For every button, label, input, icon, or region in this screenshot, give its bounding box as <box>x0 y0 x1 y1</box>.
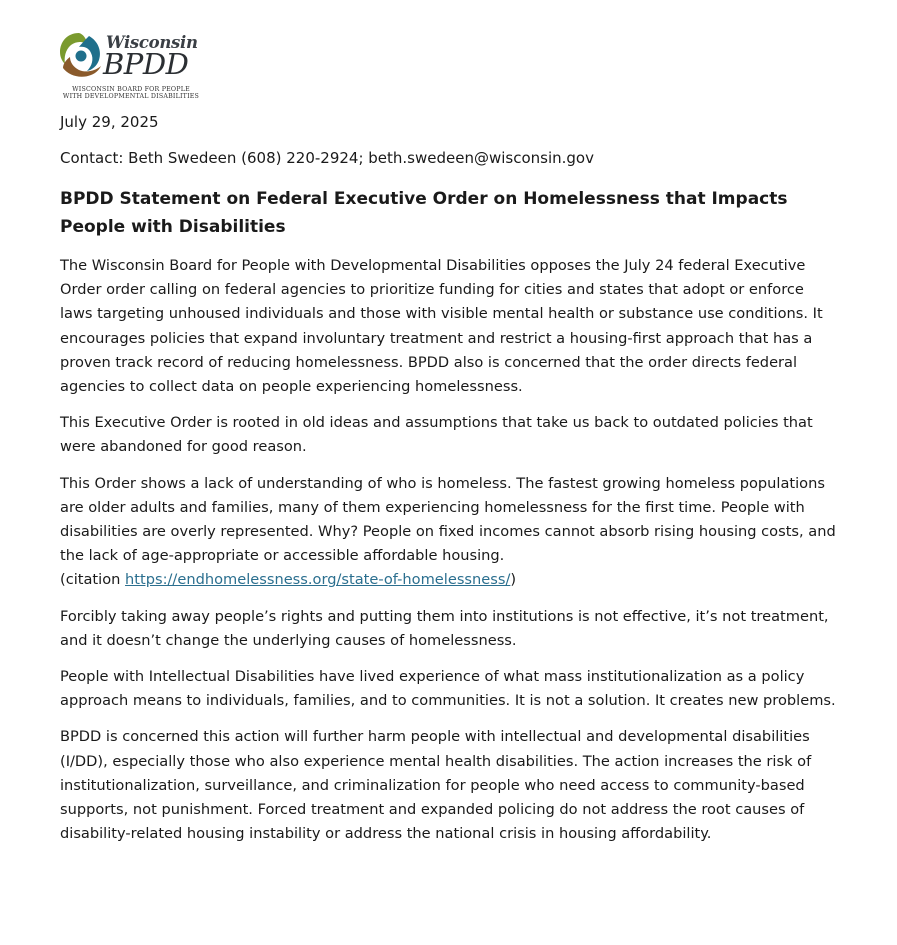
contact-line: Contact: Beth Swedeen (608) 220-2924; beth.swedeen@wisconsin.gov <box>60 149 594 167</box>
page-title: BPDD Statement on Federal Executive Order on Homelessness that Impacts People with Disabilities <box>60 189 788 237</box>
paragraph-2: This Executive Order is rooted in old ideas and assumptions that take us back to outdated policies that were abandoned for good reason. <box>60 414 813 456</box>
logo-subtitle-line1: WISCONSIN BOARD FOR PEOPLE <box>72 86 190 93</box>
document-body <box>60 254 840 858</box>
paragraph-3-text: This Order shows a lack of understanding of who is homeless. The fastest growing homeless populations are older adults and families, many of them experiencing homelessness for the first time. People with disabilities are overly represented. Why? People on fixed incomes cannot absorb rising housing costs, and the lack of age-appropriate or accessible affordable housing. <box>60 474 836 565</box>
paragraph-3 <box>60 472 840 593</box>
paragraph-4: Forcibly taking away people’s rights and putting them into institutions is not effective, it’s not treatment, and it doesn’t change the underlying causes of homelessness. <box>60 607 829 649</box>
bpdd-logo <box>57 30 217 105</box>
bpdd-swirl-icon <box>57 30 105 80</box>
paragraph-6: BPDD is concerned this action will further harm people with intellectual and developmental disabilities (I/DD), especially those who also experience mental health disabilities. The action increases the risk of institutionalization, surveillance, and criminalization for people who need access to community-based supports, not punishment. Forced treatment and expanded policing do not address the root causes of disability-related housing instability or address the national crisis in housing affordability. <box>60 728 812 843</box>
logo-wisconsin-text: Wisconsin <box>106 33 198 52</box>
logo-bpdd-text: BPDD <box>103 47 189 81</box>
paragraph-1: The Wisconsin Board for People with Developmental Disabilities opposes the July 24 federal Executive Order order calling on federal agencies to prioritize funding for cities and states that adopt or enforce laws targeting unhoused individuals and those with visible mental health or substance use conditions. It encourages policies that expand involuntary treatment and restrict a housing-first approach that has a proven track record of reducing homelessness. BPDD also is concerned that the order directs federal agencies to collect data on people experiencing homelessness. <box>60 257 823 396</box>
citation-link[interactable]: https://endhomelessness.org/state-of-homelessness/ <box>125 571 511 589</box>
paragraph-5: People with Intellectual Disabilities have lived experience of what mass institutionalization as a policy approach means to individuals, families, and to communities. It is not a solution. It creates new problems. <box>60 668 836 710</box>
citation-prefix: (citation <box>60 571 126 589</box>
document-date: July 29, 2025 <box>60 113 159 131</box>
citation-suffix: ) <box>510 571 517 589</box>
logo-subtitle-line2: WITH DEVELOPMENTAL DISABILITIES <box>62 93 200 100</box>
